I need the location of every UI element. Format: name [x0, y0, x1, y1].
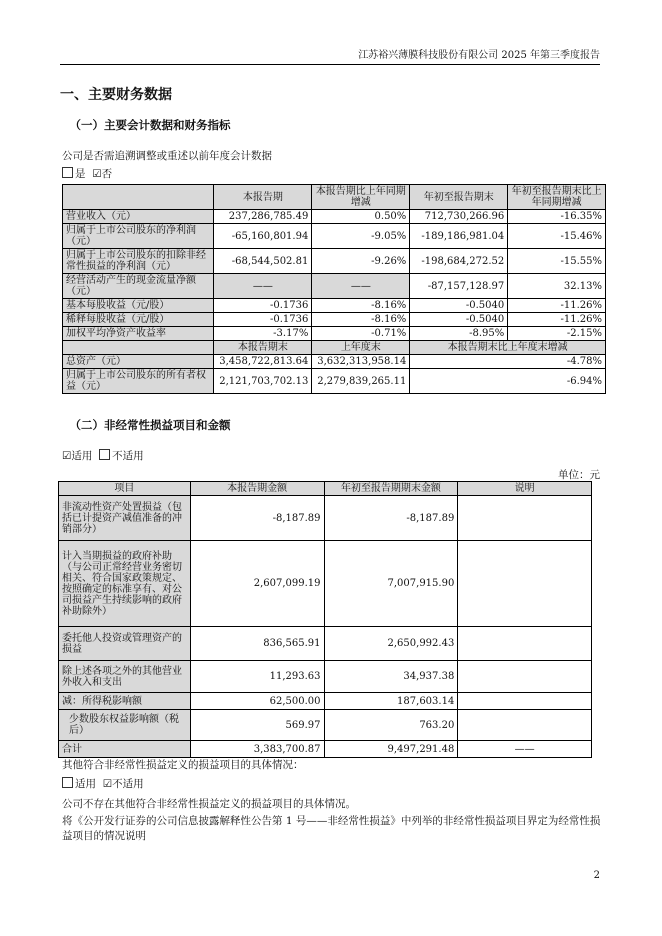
table-cell: [458, 693, 592, 710]
table-row: [63, 224, 606, 249]
table-cell: -8,187.89: [324, 496, 458, 541]
table-cell: -8.16%: [312, 299, 410, 313]
row-label: 归属于上市公司股东的净利润（元）: [63, 224, 214, 249]
option-no-label: 否: [101, 168, 113, 180]
table-header-row: [59, 482, 592, 496]
page-number: 2: [593, 870, 600, 881]
table-cell: -0.5040: [410, 299, 508, 313]
subsection-text: 主要会计数据和财务指标: [104, 118, 231, 132]
table-cell: -8.16%: [312, 313, 410, 327]
row-label: 归属于上市公司股东的扣除非经常性损益的净利润（元）: [63, 249, 214, 274]
table-cell: -68,544,502.81: [214, 249, 312, 274]
table-cell: -11.26%: [508, 313, 606, 327]
table-cell: 34,937.38: [324, 661, 458, 693]
checkbox-empty-icon[interactable]: [62, 167, 73, 178]
table-cell: 712,730,266.96: [410, 210, 508, 224]
table-row: [63, 299, 606, 313]
table-row: [63, 313, 606, 327]
table-cell: -15.46%: [508, 224, 606, 249]
row-label: 基本每股收益（元/股）: [63, 299, 214, 313]
applicable-options: [62, 448, 144, 463]
table-cell: -0.71%: [312, 327, 410, 341]
table-row: [63, 210, 606, 224]
table-cell: -15.55%: [508, 249, 606, 274]
table-cell: -87,157,128.97: [410, 274, 508, 299]
row-label: 除上述各项之外的其他营业外收入和支出: [59, 661, 191, 693]
restate-options: [62, 166, 112, 181]
table-row: [59, 627, 592, 661]
table-cell: 62,500.00: [190, 693, 324, 710]
header-cell: 年初至报告期末比上年同期增减: [508, 185, 606, 210]
table-row: [59, 710, 592, 741]
header-cell: 项目: [59, 482, 191, 496]
header-cell: 说明: [458, 482, 592, 496]
table-cell: ——: [458, 741, 592, 758]
page-header: 江苏裕兴薄膜科技股份有限公司 2025 年第三季度报告: [60, 46, 600, 65]
row-label: 经营活动产生的现金流量净额（元）: [63, 274, 214, 299]
table-cell: 32.13%: [508, 274, 606, 299]
table-cell: 3,632,313,958.14: [312, 355, 410, 369]
checkbox-empty-icon[interactable]: [99, 449, 110, 460]
table-row: [59, 693, 592, 710]
header-cell: 本报告期末比上年度末增减: [410, 341, 606, 355]
table-cell: -198,684,272.52: [410, 249, 508, 274]
other-options: [62, 776, 144, 791]
row-label: 少数股东权益影响额（税后）: [59, 710, 191, 741]
table-cell: [458, 627, 592, 661]
table-cell: 763.20: [324, 710, 458, 741]
subsection-number: （二）: [69, 418, 104, 432]
table-cell: 2,607,099.19: [190, 541, 324, 627]
table-row: [59, 661, 592, 693]
row-label: 非流动性资产处置损益（包括已计提资产减值准备的冲销部分）: [59, 496, 191, 541]
row-label: 总资产（元）: [63, 355, 214, 369]
header-cell: 本报告期金额: [190, 482, 324, 496]
checkbox-checked-icon[interactable]: ☑: [92, 168, 102, 180]
restate-question: 公司是否需追溯调整或重述以前年度会计数据: [62, 150, 272, 162]
non-recurring-table: [58, 481, 592, 758]
checkbox-checked-icon[interactable]: ☑: [102, 778, 113, 790]
row-label: 减：所得税影响额: [59, 693, 191, 710]
table-cell: 0.50%: [312, 210, 410, 224]
table-cell: [458, 661, 592, 693]
table-row: [63, 249, 606, 274]
unit-label: 单位：元: [558, 469, 600, 481]
table-cell: ——: [214, 274, 312, 299]
option-yes-label: 适用: [71, 450, 93, 462]
table-row: [63, 355, 606, 369]
table-cell: -0.5040: [410, 313, 508, 327]
option-yes-label: 是: [75, 168, 86, 180]
table-cell: -65,160,801.94: [214, 224, 312, 249]
table-cell: 2,279,839,265.11: [312, 369, 410, 394]
subsection-text: 非经常性损益项目和金额: [104, 418, 231, 432]
header-cell: 本报告期末: [214, 341, 312, 355]
table-cell: 569.97: [190, 710, 324, 741]
table-cell: [458, 496, 592, 541]
row-label: 计入当期损益的政府补助（与公司正常经营业务密切相关、符合国家政策规定、按照确定的标准享有、对公司损益产生持续影响的政府补助除外）: [59, 541, 191, 627]
note-paragraph: 将《公开发行证券的公司信息披露解释性公告第 1 号——非经常性损益》中列举的非经常性损益项目界定为经常性损益项目的情况说明: [62, 815, 601, 842]
table-cell: ——: [312, 274, 410, 299]
table-row: [63, 274, 606, 299]
row-label: 稀释每股收益（元/股）: [63, 313, 214, 327]
table-header-row: [63, 341, 606, 355]
header-cell: 上年度末: [312, 341, 410, 355]
table-cell: -3.17%: [214, 327, 312, 341]
header-cell: 年初至报告期末: [410, 185, 508, 210]
table-cell: 237,286,785.49: [214, 210, 312, 224]
row-label: 归属于上市公司股东的所有者权益（元）: [63, 369, 214, 394]
table-row: [59, 496, 592, 541]
subsection-title-1: [66, 117, 231, 133]
row-label: 合计: [59, 741, 191, 758]
table-cell: 2,121,703,702.13: [214, 369, 312, 394]
table-cell: -9.05%: [312, 224, 410, 249]
table-cell: -8,187.89: [190, 496, 324, 541]
table-row: [59, 741, 592, 758]
section-title: 一、主要财务数据: [60, 87, 172, 103]
header-cell: 年初至报告期期末金额: [324, 482, 458, 496]
option-no-label: 不适用: [112, 778, 144, 790]
table-cell: -8.95%: [410, 327, 508, 341]
header-cell: [63, 341, 214, 355]
financial-data-table: [62, 184, 606, 394]
table-cell: -0.1736: [214, 299, 312, 313]
table-cell: -0.1736: [214, 313, 312, 327]
table-cell: 3,383,700.87: [190, 741, 324, 758]
table-cell: 2,650,992.43: [324, 627, 458, 661]
table-cell: -2.15%: [508, 327, 606, 341]
header-cell: [63, 185, 214, 210]
table-cell: 187,603.14: [324, 693, 458, 710]
table-row: [63, 327, 606, 341]
table-cell: -6.94%: [410, 369, 606, 394]
subsection-title-2: [66, 417, 231, 433]
table-cell: -4.78%: [410, 355, 606, 369]
table-cell: -9.26%: [312, 249, 410, 274]
table-cell: 3,458,722,813.64: [214, 355, 312, 369]
row-label: 加权平均净资产收益率: [63, 327, 214, 341]
table-cell: -11.26%: [508, 299, 606, 313]
other-answer: 公司不存在其他符合非经常性损益定义的损益项目的具体情况。: [62, 798, 356, 810]
option-no-label: 不适用: [112, 450, 144, 462]
table-cell: -189,186,981.04: [410, 224, 508, 249]
table-cell: 7,007,915.90: [324, 541, 458, 627]
table-row: [59, 541, 592, 627]
table-cell: 9,497,291.48: [324, 741, 458, 758]
header-cell: 本报告期: [214, 185, 312, 210]
table-cell: 11,293.63: [190, 661, 324, 693]
checkbox-checked-icon[interactable]: ☑: [62, 450, 72, 462]
subsection-number: （一）: [69, 118, 104, 132]
header-cell: 本报告期比上年同期增减: [312, 185, 410, 210]
option-yes-label: 适用: [75, 778, 96, 790]
table-header-row: [63, 185, 606, 210]
table-cell: -16.35%: [508, 210, 606, 224]
row-label: 委托他人投资或管理资产的损益: [59, 627, 191, 661]
checkbox-empty-icon[interactable]: [62, 777, 73, 788]
table-cell: [458, 710, 592, 741]
table-cell: [458, 541, 592, 627]
table-cell: 836,565.91: [190, 627, 324, 661]
table-row: [63, 369, 606, 394]
other-question: 其他符合非经常性损益定义的损益项目的具体情况：: [62, 759, 304, 771]
row-label: 营业收入（元）: [63, 210, 214, 224]
